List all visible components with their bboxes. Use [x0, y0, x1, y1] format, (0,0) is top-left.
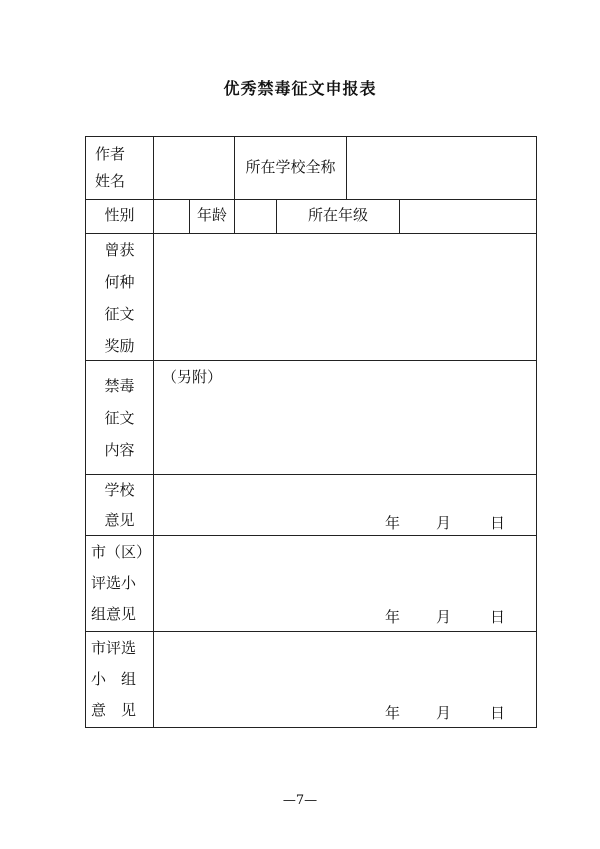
label-line: 评选小: [91, 574, 137, 592]
age-field[interactable]: [236, 200, 275, 232]
table-border-right: [536, 136, 537, 728]
form-title: 优秀禁毒征文申报表: [223, 79, 377, 98]
awards-label: [86, 234, 153, 362]
gender-label: 性别: [104, 206, 135, 224]
label-line: 奖励: [104, 337, 135, 355]
school-full-name-field[interactable]: [348, 138, 535, 198]
content-field[interactable]: [155, 392, 535, 472]
author-name-label: [86, 141, 134, 195]
grade-field[interactable]: [401, 200, 535, 232]
district-opinion-field[interactable]: [155, 537, 535, 630]
label-line: 作者: [94, 145, 125, 163]
date-year: 年: [385, 608, 401, 626]
content-attachment-note: （另附）: [162, 368, 223, 386]
content-label: [86, 370, 153, 466]
school-opinion-label: [86, 475, 153, 535]
gender-field[interactable]: [155, 200, 188, 232]
page-number: —7—: [282, 793, 318, 808]
school-opinion-field[interactable]: [155, 476, 535, 534]
label-line: 意见: [104, 511, 135, 529]
label-line: 小 组: [91, 670, 137, 688]
cell-divider: [399, 199, 400, 233]
label-line: 市评选: [91, 639, 137, 657]
label-line: 姓名: [94, 172, 125, 190]
grade-label: 所在年级: [307, 206, 368, 224]
label-line: 内容: [104, 441, 135, 459]
label-line: 组意见: [91, 605, 137, 623]
cell-divider: [234, 199, 235, 233]
label-line: 曾获: [104, 241, 135, 259]
awards-field[interactable]: [155, 235, 535, 359]
date-day: 日: [490, 608, 506, 626]
cell-divider: [346, 136, 347, 199]
district-opinion-label: [91, 537, 151, 630]
age-label: 年龄: [196, 206, 227, 224]
label-line: 学校: [104, 481, 135, 499]
label-line: 何种: [104, 273, 135, 291]
label-line: 市（区）: [91, 543, 152, 561]
label-line: 意 见: [91, 701, 137, 719]
city-opinion-field[interactable]: [155, 633, 535, 726]
date-month: 月: [436, 704, 452, 722]
date-year: 年: [385, 514, 401, 532]
label-line: 征文: [104, 409, 135, 427]
label-line: 征文: [104, 305, 135, 323]
date-day: 日: [490, 514, 506, 532]
school-full-name-label: 所在学校全称: [245, 158, 336, 176]
label-column-divider: [153, 136, 154, 728]
date-month: 月: [436, 514, 452, 532]
date-month: 月: [436, 608, 452, 626]
date-day: 日: [490, 704, 506, 722]
label-line: 禁毒: [104, 377, 135, 395]
date-year: 年: [385, 704, 401, 722]
city-opinion-label: [91, 633, 136, 726]
author-name-field[interactable]: [155, 138, 233, 198]
